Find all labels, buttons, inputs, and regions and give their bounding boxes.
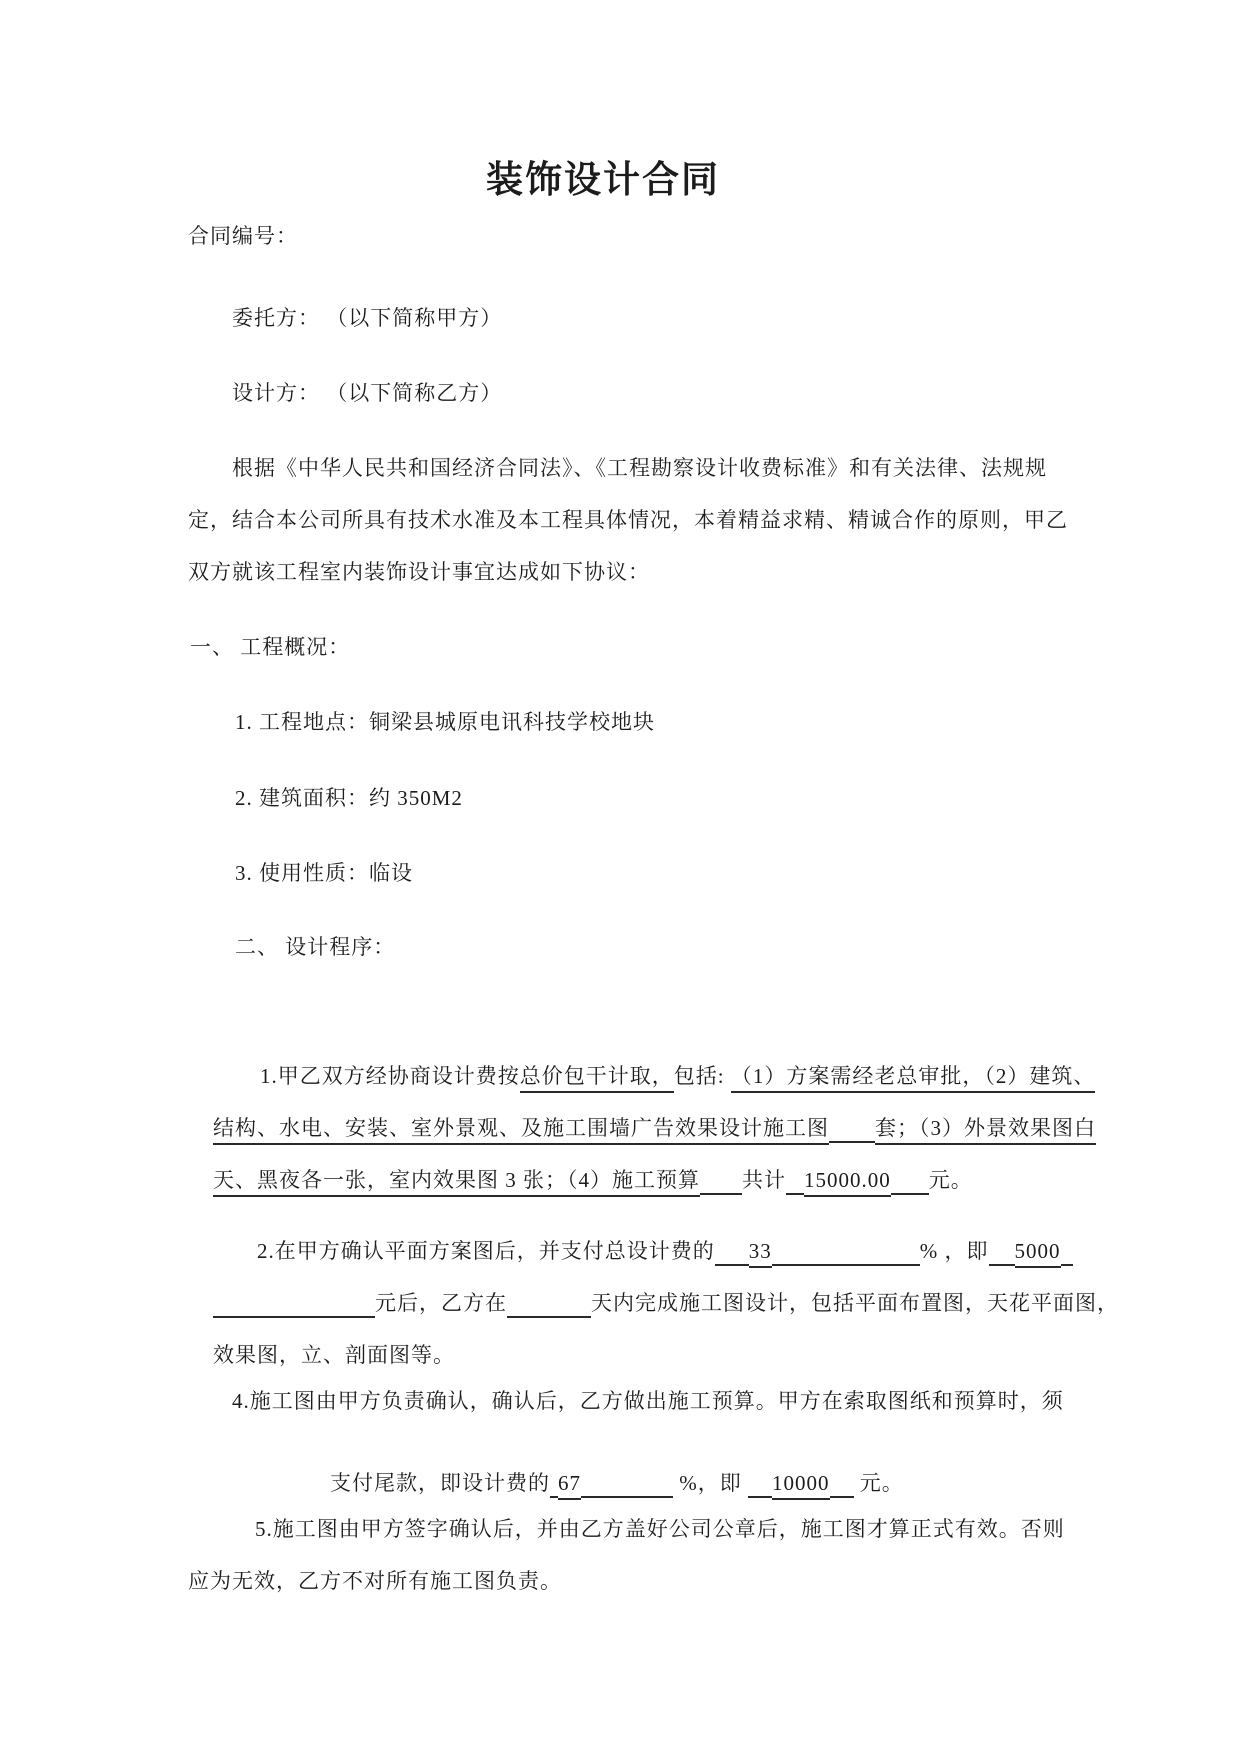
underlined-text: 总价包干计取， xyxy=(520,1064,674,1093)
building-area-item: 2. 建筑面积：约 350M2 xyxy=(235,786,463,810)
clause-2-text: % ，即 xyxy=(919,1239,989,1263)
clause-2-text: 2.在甲方确认平面方案图后，并支付总设计费的 xyxy=(257,1239,715,1263)
underlined-text: 套；（3）外景效果图白 xyxy=(875,1116,1096,1145)
section-2-heading: 二、 设计程序： xyxy=(235,935,396,959)
clause-2-line-3 xyxy=(188,1310,455,1367)
underlined-text: 天、黑夜各一张，室内效果图 3 张；（4）施工预算 xyxy=(213,1168,700,1197)
total-amount-value: 15000.00 xyxy=(804,1168,891,1197)
clause-1-text: 元。 xyxy=(928,1168,973,1192)
amount-value: 5000 xyxy=(1015,1239,1061,1268)
underlined-text: 结构、水电、安装、室外景观、及施工围墙广告效果设计施工图 xyxy=(213,1116,829,1145)
clause-1-line-3 xyxy=(188,1135,973,1192)
preamble-line-3: 双方就该工程室内装饰设计事宜达成如下协议： xyxy=(188,560,650,584)
clause-5-line-2: 应为无效，乙方不对所有施工图负责。 xyxy=(188,1569,562,1593)
clause-4-line-1: 4.施工图由甲方负责确认，确认后，乙方做出施工预算。甲方在索取图纸和预算时，须 xyxy=(232,1389,1064,1413)
underlined-text: （1）方案需经老总审批，（2）建筑、 xyxy=(731,1064,1096,1093)
party-b-line: 设计方： （以下简称乙方） xyxy=(232,381,503,405)
project-location-item: 1. 工程地点：铜梁县城原电讯科技学校地块 xyxy=(235,710,655,734)
clause-2-line-1 xyxy=(232,1206,1073,1263)
amount-value: 10000 xyxy=(772,1471,830,1500)
clause-5-line-1: 5.施工图由甲方签字确认后，并由乙方盖好公司公章后，施工图才算正式有效。否则 xyxy=(255,1517,1065,1541)
contract-number-label: 合同编号： xyxy=(188,224,298,248)
clause-1-line-1 xyxy=(235,1031,1096,1088)
clause-1-line-2 xyxy=(188,1083,1096,1140)
blank-underline xyxy=(581,1475,673,1498)
clause-4-text: 元。 xyxy=(853,1471,904,1495)
section-1-heading: 一、 工程概况： xyxy=(190,635,351,659)
clause-1-text: 包括: xyxy=(673,1064,731,1088)
percent-value: 33 xyxy=(749,1239,772,1268)
percent-value: 67 xyxy=(558,1471,581,1500)
clause-4-line-2 xyxy=(305,1438,904,1495)
blank-underline xyxy=(786,1172,804,1195)
clause-2-text: 天内完成施工图设计，包括平面布置图，天花平面图， xyxy=(591,1291,1119,1315)
clause-2-line-2 xyxy=(188,1258,1119,1315)
clause-4-text: %，即 xyxy=(673,1471,748,1495)
clause-4-text: 支付尾款，即设计费的 xyxy=(330,1471,550,1495)
clause-1-text: 1.甲乙双方经协商设计费按 xyxy=(260,1064,520,1088)
blank-underline xyxy=(748,1475,772,1498)
preamble-line-1: 根据《中华人民共和国经济合同法》、《工程勘察设计收费标准》和有关法律、法规规 xyxy=(232,456,1047,480)
party-a-line: 委托方： （以下简称甲方） xyxy=(232,306,503,330)
clause-2-text: 元后，乙方在 xyxy=(375,1291,507,1315)
blank-underline xyxy=(830,1475,854,1498)
blank-underline xyxy=(550,1475,558,1498)
usage-nature-item: 3. 使用性质：临设 xyxy=(235,861,413,885)
blank-underline xyxy=(507,1295,591,1318)
clause-1-text: 共计 xyxy=(742,1168,786,1192)
blank-underline xyxy=(891,1172,929,1195)
blank-underline xyxy=(700,1172,742,1195)
clause-2-text: 效果图，立、剖面图等。 xyxy=(213,1343,455,1367)
preamble-line-2: 定，结合本公司所具有技术水准及本工程具体情况，本着精益求精、精诚合作的原则，甲乙 xyxy=(188,508,1068,532)
page-title: 装饰设计合同 xyxy=(486,160,720,201)
